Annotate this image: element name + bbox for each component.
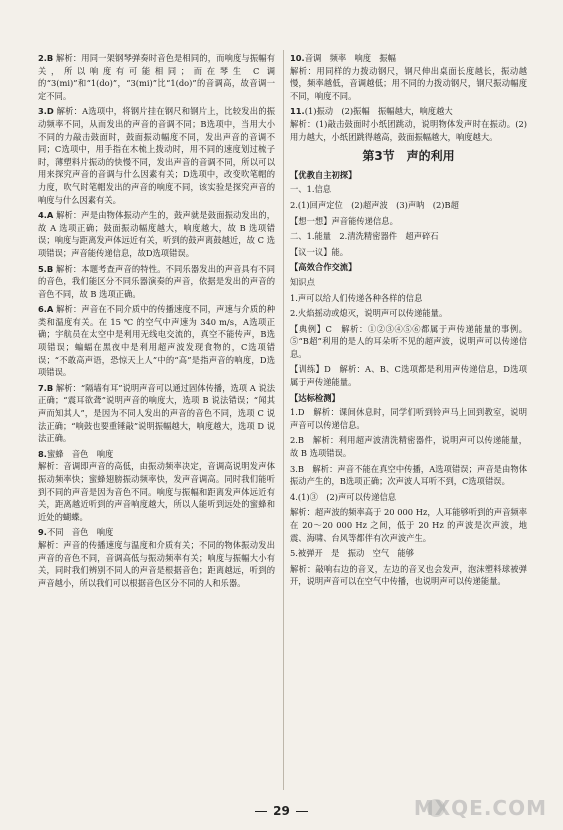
item-text: 解析：用同一架钢琴弹奏时音色是相同的，而响度与振幅有关，所以响度有可能相同；而在琴生 C 调的“3(mi)”和“1(do)”，“3(mi)”比“1(do)”的音调高，故音调一定不同。 xyxy=(38,53,275,101)
answer-item xyxy=(38,526,275,589)
section-line: 【训练】D 解析：A、B、C选项都是利用声传递信息，D选项属于声传递能量。 xyxy=(290,364,527,388)
item-number: 4.A xyxy=(38,210,54,221)
section-line: 解析：敲响右边的音叉，左边的音叉也会发声，泡沫塑料球被弹开，说明声音可以在空气中传播，也说明声可以传递能量。 xyxy=(290,563,527,587)
item-number: 11. xyxy=(290,106,305,117)
answer-item xyxy=(290,105,527,143)
answer-item xyxy=(38,209,275,259)
section-line: 【议一议】能。 xyxy=(290,246,349,257)
page-number-text: 29 xyxy=(273,804,290,818)
section-label: 【高效合作交流】 xyxy=(290,262,357,273)
column-divider xyxy=(283,50,284,790)
section-line: 解析：超声波的频率高于 20 000 Hz，人耳能够听到的声音频率在 20～20 000 Hz 之间，低于 20 Hz 的声波是次声波，地震、海啸、台风等都伴有次声波产生。 xyxy=(290,507,527,543)
section-line: 2.B 解析：利用超声波清洗精密器件，说明声可以传递能量，故 B 选项错误。 xyxy=(290,435,527,459)
item-number: 8. xyxy=(38,448,47,459)
section-line: 二、1.能量 2.清洗精密器件 超声碎石 xyxy=(290,231,439,242)
item-answer: (1)振动 (2)振幅 振幅越大，响度越大 xyxy=(304,106,453,117)
section-line: 4.(1)③ (2)声可以传递信息 xyxy=(290,491,397,502)
section-line: 【想一想】声音能传递信息。 xyxy=(290,215,398,226)
section-line: 5.被弹开 是 振动 空气 能够 xyxy=(290,548,415,559)
item-text: 解析：“隔墙有耳”说明声音可以通过固体传播，选项 A 说法正确；“震耳欲聋”说明声音的响度大，选项 B 说法错误；“闻其声而知其人”，是因为不同人发出的声音的音色不同，选项 C 说法正确；“响鼓也要重锤敲”说明振幅越大，响度越大，选项 D 说法正确。 xyxy=(38,382,275,444)
item-number: 9. xyxy=(38,527,47,538)
answer-item xyxy=(38,448,275,524)
section-line: 2.火焰摇动或熄灭，说明声可以传递能量。 xyxy=(290,308,448,319)
section-line: 1.D 解析：课间休息时，同学们听到铃声马上回到教室，说明声音可以传递信息。 xyxy=(290,407,527,430)
answer-item xyxy=(38,303,275,379)
item-text: 解析：本题考查声音的特性。不同乐器发出的声音具有不同的音色，我们能区分不同乐器演奏的声音，依据是发出的声音的音色不同，故 B 选项正确。 xyxy=(38,263,275,299)
answer-item xyxy=(38,52,275,102)
item-text: 解析：声音的传播速度与温度和介质有关；不同的物体振动发出声音的音色不同，音调高低与振动频率有关；响度与振幅大小有关，同时我们辨别不同人的声音是根据音色；距离越远，听到的声音越小，所以我们可以根据音色区分不同的人和乐器。 xyxy=(38,539,275,588)
section-line: 知识点 xyxy=(290,276,315,287)
section-label: 【优教自主初探】 xyxy=(290,169,357,180)
item-number: 5.B xyxy=(38,263,54,274)
item-number: 2.B xyxy=(38,53,54,63)
item-number: 7.B xyxy=(38,382,54,393)
item-text: 解析：用同样的力拨动钢尺，钢尺伸出桌面长度越长，振动越慢，频率越低，音调越低；用不同的力拨动钢尺，钢尺振动幅度不同，响度不同。 xyxy=(290,65,527,101)
item-answer: 不同 音色 响度 xyxy=(46,527,114,538)
section-line: 1.声可以给人们传递各种各样的信息 xyxy=(290,292,423,303)
item-number: 6.A xyxy=(38,304,54,315)
right-column xyxy=(290,52,527,591)
section-line: 3.B 解析：声音不能在真空中传播，A选项错误；声音是由物体振动产生的，B选项正确；次声波人耳听不到，C选项错误。 xyxy=(290,463,527,487)
section-line: 2.(1)回声定位 (2)超声波 (3)声呐 (2)B超 xyxy=(290,199,459,210)
item-text: 解析：声是由物体振动产生的，鼓声就是鼓面振动发出的，故 A 选项正确；鼓面振动幅度越大，响度越大，故 B 选项错误；响度与距离发声体远近有关，听到的鼓声离鼓越近，故 C 选项错误；声音能传递信息，故D选项错误。 xyxy=(38,210,275,258)
item-answer: 音调 频率 响度 振幅 xyxy=(304,53,396,63)
answer-item xyxy=(38,105,275,206)
item-answer: 蜜蜂 音色 响度 xyxy=(46,448,114,459)
item-text: 解析：(1)敲击鼓面时小纸团跳动，说明物体发声时在振动。(2)用力越大，小纸团跳得越高，鼓面振幅越大，响度越大。 xyxy=(290,118,527,142)
answer-item xyxy=(38,382,275,445)
left-column xyxy=(38,52,275,592)
section-label: 【达标检测】 xyxy=(290,392,340,403)
answer-item xyxy=(290,52,527,102)
section-title: 第3节 声的利用 xyxy=(362,149,455,164)
answer-item xyxy=(38,263,275,301)
item-text: 解析：A选项中，将钢片挂在钢尺和钢片上，比较发出的振动频率不同，从而发出的声音的音调不同；B选项中，当用大小不同的力敲击鼓面时，鼓面振动幅度不同，发出声音的音调不同；C选项中，用手指在木梳上拨动时，用不同的速度划过梳子时，薄塑料片振动的快慢不同，发出声音的音调不同，所以可以用来探究声音的音调与什么因素有关；D选项中，改变吹笔帽的力度，吹气时笔帽发出的声音的响度不同，该实验是探究声音的响度与什么因素有关。 xyxy=(38,106,276,205)
watermark: MXQE.COM xyxy=(413,796,547,820)
section-line: 一、1.信息 xyxy=(290,184,332,195)
item-number: 3.D xyxy=(38,106,54,117)
section-line: 【典例】C 解析：①②③④⑤⑥都属于声传递能量的事例。⑤“B超”利用的是人的耳朵听不见的超声波，说明声可以传递信息。 xyxy=(290,323,527,359)
item-number: 10. xyxy=(290,53,305,63)
item-text: 解析：音调即声音的高低，由振动频率决定，音调高说明发声体振动频率快；蜜蜂翅膀振动频率快，发声音调高。同时我们能听到不同的声音是因为音色不同。响度与振幅和距离发声体远近有关，距离越近听到的声音响度越大，所以人能听到远处的蜜蜂和近处的蝴蝶。 xyxy=(38,461,275,522)
item-text: 解析：声音在不同介质中的传播速度不同，声速与介质的种类和温度有关。在 15 ℃ 的空气中声速为 340 m/s，A选项正确；宇航员在太空中是利用无线电交流的，真空不能传声，B选项错误；蝙蝠在黑夜中是利用超声波发现食物的，C选项错误；“不敢高声语，恐惊天上人”中的“高”是指声音的响度，D选项错误。 xyxy=(38,304,275,378)
